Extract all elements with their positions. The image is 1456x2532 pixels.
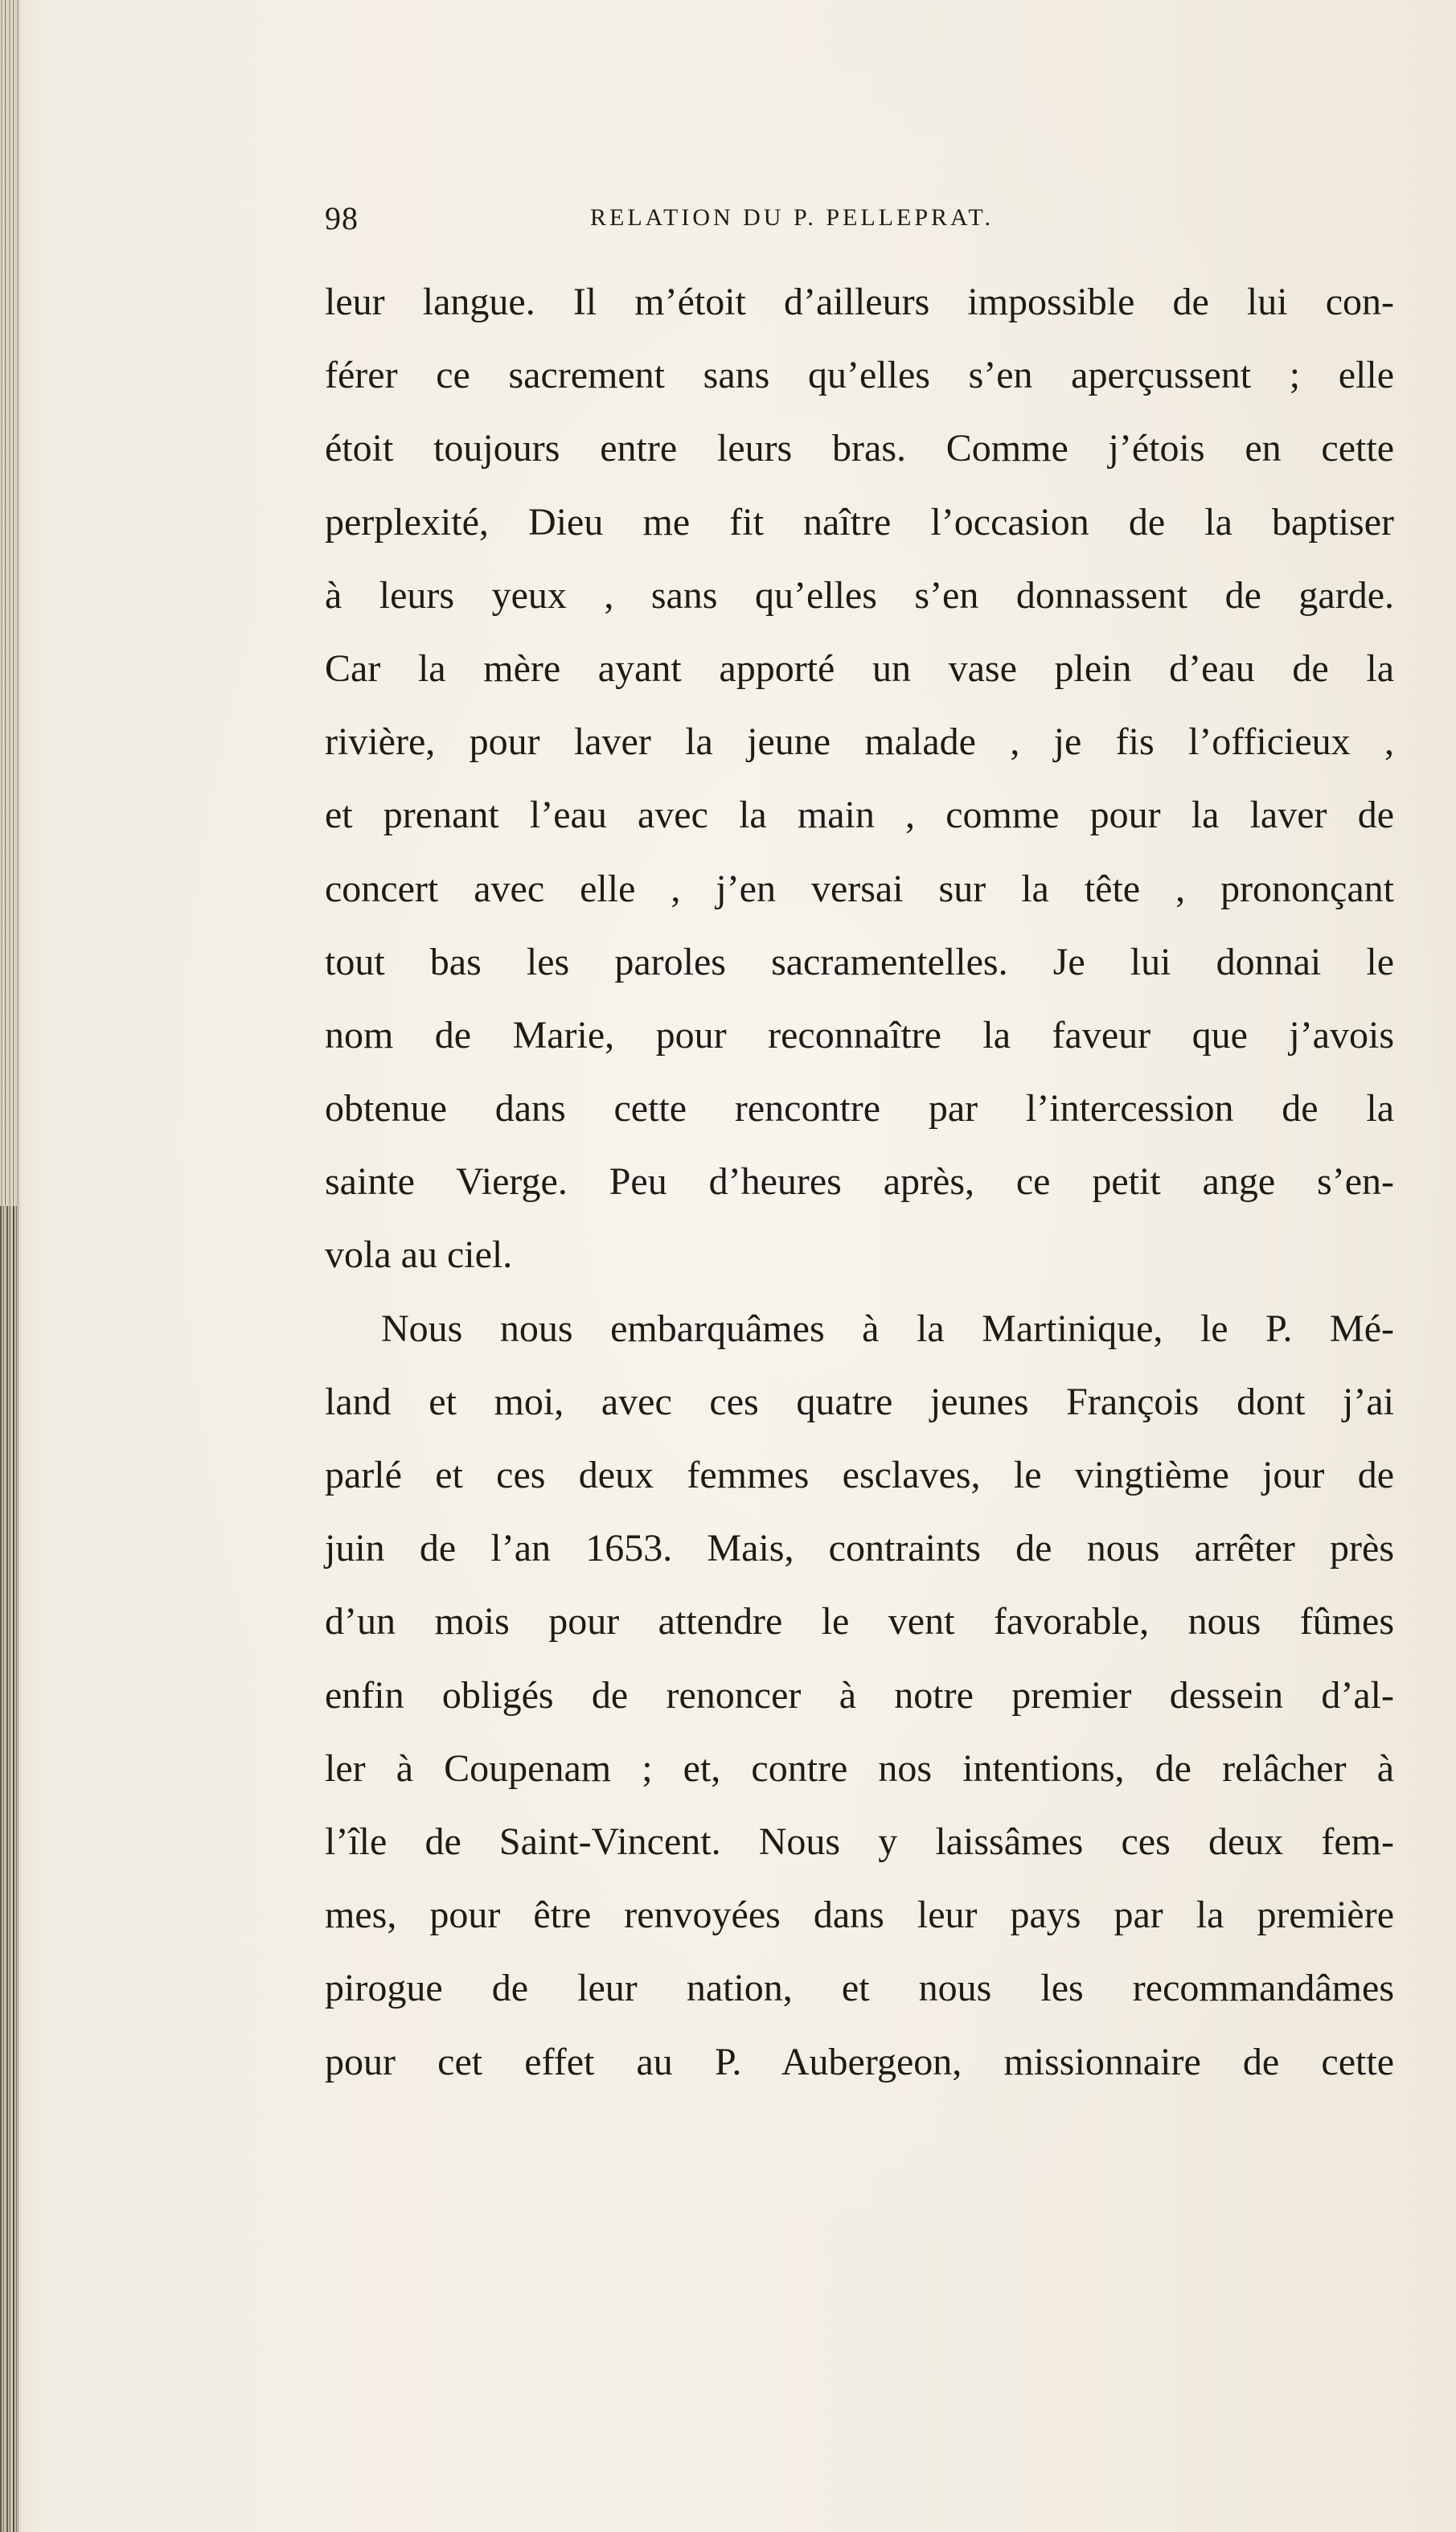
- text-line: et prenant l’eau avec la main , comme pour la laver de: [325, 794, 1394, 837]
- text-line: l’île de Saint-Vincent. Nous y laissâmes ces deux fem-: [325, 1820, 1394, 1863]
- text-line: tout bas les paroles sacramentelles. Je lui donnai le: [325, 940, 1394, 983]
- text-line: pirogue de leur nation, et nous les recommandâmes: [325, 1967, 1394, 2010]
- text-line: parlé et ces deux femmes esclaves, le vingtième jour de: [325, 1454, 1394, 1496]
- text-line: leur langue. Il m’étoit d’ailleurs impossible de lui con-: [325, 281, 1394, 323]
- text-line: perplexité, Dieu me fit naître l’occasion de la baptiser: [325, 500, 1394, 544]
- text-line: juin de l’an 1653. Mais, contraints de nous arrêter près: [325, 1527, 1394, 1570]
- text-line: rivière, pour laver la jeune malade , je fis l’officieux ,: [325, 720, 1394, 764]
- running-head: RELATION DU P. PELLEPRAT.: [590, 204, 994, 231]
- text-line: enfin obligés de renoncer à notre premier dessein d’al-: [325, 1673, 1394, 1717]
- page-number: 98: [325, 200, 359, 236]
- body-text: [325, 265, 1394, 2099]
- text-line: nom de Marie, pour reconnaître la faveur que j’avois: [325, 1013, 1394, 1057]
- text-line: land et moi, avec ces quatre jeunes François dont j’ai: [325, 1380, 1394, 1423]
- text-line: à leurs yeux , sans qu’elles s’en donnassent de garde.: [325, 573, 1394, 617]
- text-line: étoit toujours entre leurs bras. Comme j’étois en cette: [325, 427, 1394, 470]
- text-line: férer ce sacrement sans qu’elles s’en aperçussent ; elle: [325, 354, 1394, 397]
- page-header: [325, 199, 1394, 248]
- text-line: pour cet effet au P. Aubergeon, missionnaire de cette: [325, 2040, 1394, 2083]
- paragraph-end-line: vola au ciel.: [325, 1233, 513, 1277]
- text-line: mes, pour être renvoyées dans leur pays par la première: [325, 1894, 1394, 1937]
- text-line: ler à Coupenam ; et, contre nos intentions, de relâcher à: [325, 1746, 1394, 1790]
- binding-edge-dark: [0, 1206, 18, 2532]
- paragraph-start-line: Nous nous embarquâmes à la Martinique, le P. Mé-: [381, 1307, 1394, 1350]
- text-line: Car la mère ayant apporté un vase plein d’eau de la: [325, 646, 1394, 690]
- text-line: concert avec elle , j’en versai sur la tête , prononçant: [325, 867, 1394, 910]
- text-line: obtenue dans cette rencontre par l’intercession de la: [325, 1087, 1394, 1131]
- text-line: sainte Vierge. Peu d’heures après, ce petit ange s’en-: [325, 1160, 1394, 1204]
- text-line: d’un mois pour attendre le vent favorable, nous fûmes: [325, 1600, 1394, 1644]
